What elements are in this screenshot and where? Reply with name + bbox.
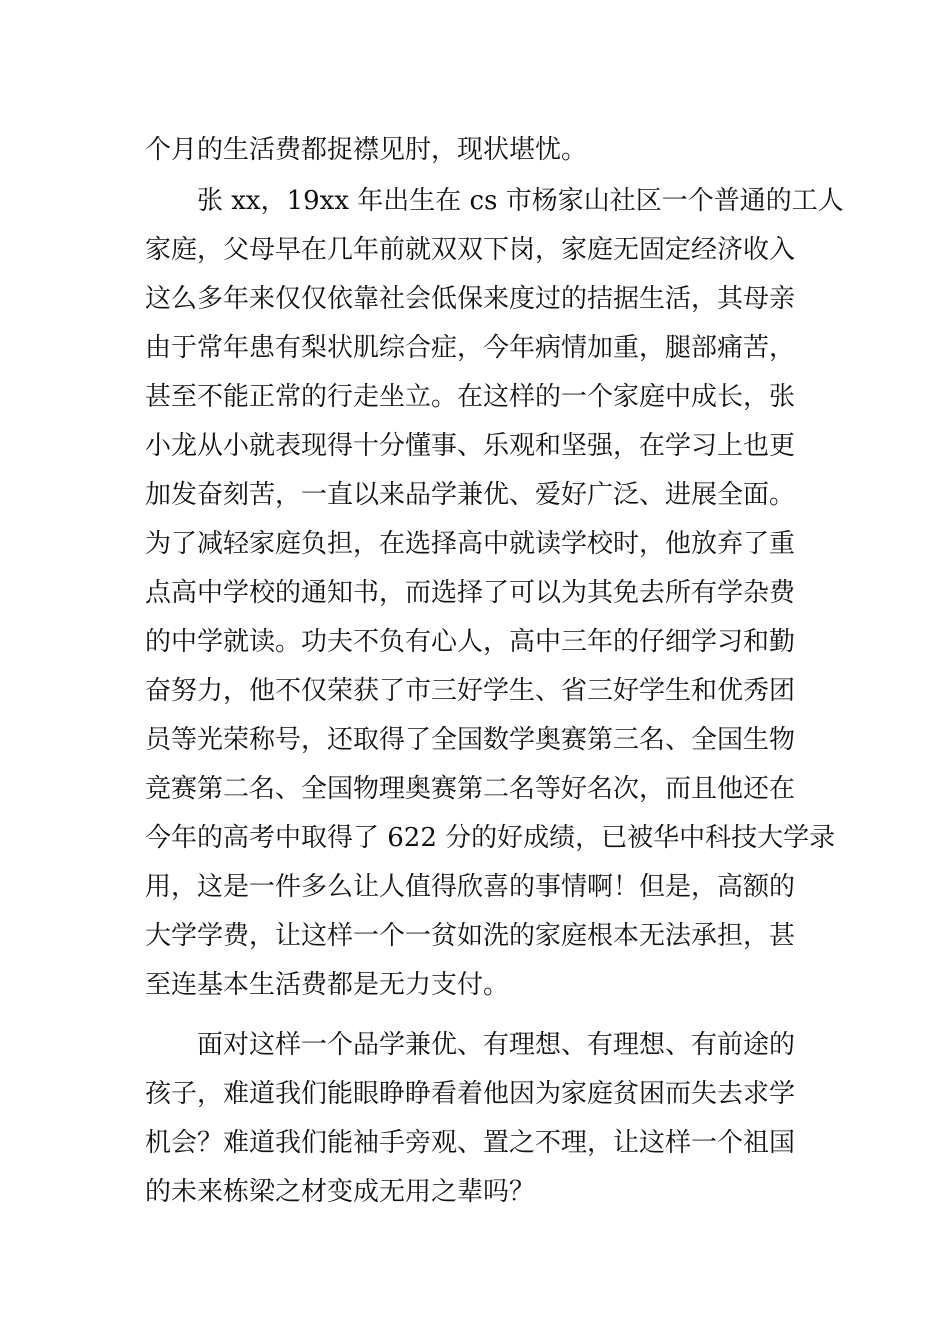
text-line: 面对这样一个品学兼优、有理想、有理想、有前途的 — [197, 1030, 796, 1060]
text-line: 张 xx，19xx 年出生在 cs 市杨家山社区一个普通的工人 — [197, 186, 844, 216]
text-line: 机会？难道我们能袖手旁观、置之不理，让这样一个祖国 — [145, 1128, 796, 1158]
text-line: 由于常年患有梨状肌综合症，今年病情加重，腿部痛苦， — [145, 333, 796, 363]
text-line: 个月的生活费都捉襟见肘，现状堪忧。 — [145, 135, 588, 165]
text-line: 今年的高考中取得了 622 分的好成绩，已被华中科技大学录 — [145, 823, 836, 853]
text-line: 点高中学校的通知书，而选择了可以为其免去所有学杂费 — [145, 578, 796, 608]
text-line: 的未来栋梁之材变成无用之辈吗？ — [145, 1177, 536, 1207]
text-line: 为了减轻家庭负担，在选择高中就读学校时，他放弃了重 — [145, 529, 796, 559]
text-line: 加发奋刻苦，一直以来品学兼优、爱好广泛、进展全面。 — [145, 480, 796, 510]
text-line: 甚至不能正常的行走坐立。在这样的一个家庭中成长，张 — [145, 382, 796, 412]
text-line: 小龙从小就表现得十分懂事、乐观和坚强，在学习上也更 — [145, 431, 796, 461]
text-line: 用，这是一件多么让人值得欣喜的事情啊！但是，高额的 — [145, 872, 796, 902]
text-line: 孩子，难道我们能眼睁睁看着他因为家庭贫困而失去求学 — [145, 1079, 796, 1109]
text-line: 的中学就读。功夫不负有心人，高中三年的仔细学习和勤 — [145, 627, 796, 657]
text-line: 竞赛第二名、全国物理奥赛第二名等好名次，而且他还在 — [145, 774, 796, 804]
text-line: 大学学费，让这样一个一贫如洗的家庭根本无法承担，甚 — [145, 921, 796, 951]
text-line: 员等光荣称号，还取得了全国数学奥赛第三名、全国生物 — [145, 725, 796, 755]
text-line: 这么多年来仅仅依靠社会低保来度过的拮据生活，其母亲 — [145, 284, 796, 314]
text-line: 至连基本生活费都是无力支付。 — [145, 970, 510, 1000]
text-line: 家庭，父母早在几年前就双双下岗，家庭无固定经济收入 — [145, 235, 796, 265]
text-line: 奋努力，他不仅荣获了市三好学生、省三好学生和优秀团 — [145, 676, 796, 706]
